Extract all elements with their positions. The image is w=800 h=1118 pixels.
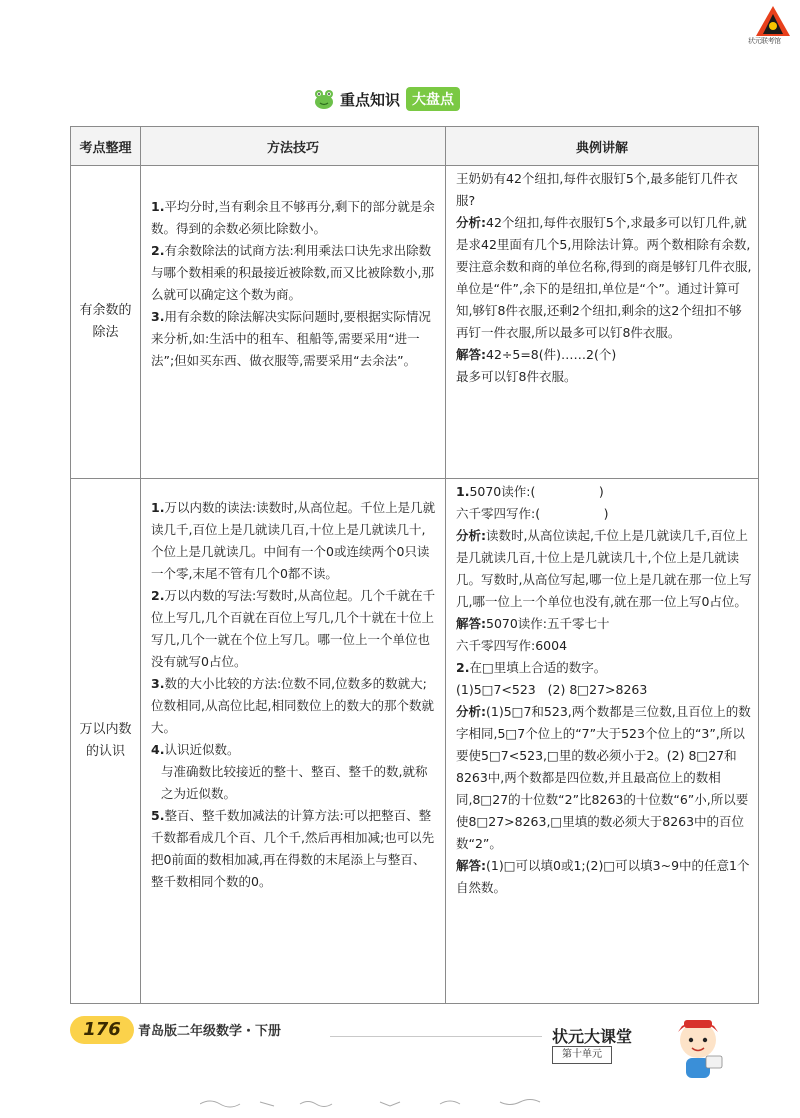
banner-title: 重点知识 (340, 90, 401, 109)
method-item: 3.用有余数的除法解决实际问题时,要根据实际情况来分析,如:生活中的租车、租船等,需要采用“进一法”;但如买东西、做衣服等,需要采用“去余法”。 (151, 309, 431, 368)
method-item: 2.万以内数的写法:写数时,从高位起。几个千就在千位上写几,几个百就在百位上写几,几个十就在十位上写几,几个一就在个位上写几。哪一位上一个单位也没有就写0占位。 (151, 588, 436, 669)
method-item: 1.万以内数的读法:读数时,从高位起。千位上是几就读几千,百位上是几就读几百,十位上是几就读几十,个位上是几就读几。中间有一个0或连续两个0只读一个零,末尾不管有几个0都不读。 (151, 500, 436, 581)
example-cell (446, 166, 759, 479)
example-line: 王奶奶有42个纽扣,每件衣服钉5个,最多能钉几件衣服? (456, 171, 738, 208)
unit-label: 第十单元 (552, 1046, 612, 1064)
method-item: 2.有余数除法的试商方法:利用乘法口诀先求出除数与哪个数相乘的积最接近被除数,而又比被除数小,那么就可以确定这个数为商。 (151, 243, 434, 302)
example-line: (1)5□7<523 (2) 8□27>8263 (456, 682, 648, 697)
header-method: 方法技巧 (141, 127, 446, 166)
table-row (71, 166, 759, 479)
method-item: 3.数的大小比较的方法:位数不同,位数多的数就大;位数相同,从高位比起,相同数位上的数大的那个数就大。 (151, 676, 434, 735)
header-example: 典例讲解 (446, 127, 759, 166)
table-header-row (71, 127, 759, 166)
example-line: 六千零四写作:6004 (456, 638, 568, 653)
method-item: 5.整百、整千数加减法的计算方法:可以把整百、整千数都看成几个百、几个千,然后再相加减;也可以先把0前面的数相加减,再在得数的末尾添上与整百、整千数相同个数的0。 (151, 808, 435, 889)
footer-divider (330, 1036, 542, 1037)
topic-cell: 有余数的除法 (71, 166, 141, 479)
section-banner (312, 86, 460, 112)
method-item: 与准确数比较接近的整十、整百、整千的数,就称之为近似数。 (161, 764, 428, 801)
example-line: 六千零四写作:( ) (456, 506, 609, 521)
logo-text: 状元联考馆 (748, 37, 781, 45)
example-line: 解答:42÷5=8(件)……2(个) (456, 347, 617, 362)
frog-icon (312, 87, 336, 111)
brand-name: 状元大课堂 (552, 1027, 633, 1046)
knowledge-table (70, 126, 759, 1004)
book-title: 青岛版二年级数学・下册 (138, 1024, 282, 1039)
example-line: 1.5070读作:( ) (456, 484, 604, 499)
topic-cell: 万以内数的认识 (71, 479, 141, 1004)
method-item: 4.认识近似数。 (151, 742, 240, 757)
method-cell (141, 166, 446, 479)
page-number: 176 (70, 1016, 134, 1044)
example-line: 分析:读数时,从高位读起,千位上是几就读几千,百位上是几就读几百,十位上是几就读几十,个位上是几就读几。写数时,从高位写起,哪一位上是几就在那一位上写几,哪一位上一个单位也没有,就在那一位上写0占位。 (456, 528, 752, 609)
handwriting-scribble (200, 1096, 560, 1110)
method-item: 1.平均分时,当有剩余且不够再分,剩下的部分就是余数。得到的余数必须比除数小。 (151, 199, 435, 236)
example-line: 2.在□里填上合适的数字。 (456, 660, 607, 675)
method-cell (141, 479, 446, 1004)
table-row (71, 479, 759, 1004)
mascot-icon (662, 1010, 734, 1084)
header-topic: 考点整理 (71, 127, 141, 166)
example-cell (446, 479, 759, 1004)
banner-tag: 大盘点 (406, 87, 460, 111)
example-line: 解答:(1)□可以填0或1;(2)□可以填3~9中的任意1个自然数。 (456, 858, 750, 895)
example-line: 解答:5070读作:五千零七十 (456, 616, 610, 631)
example-line: 分析:42个纽扣,每件衣服钉5个,求最多可以钉几件,就是求42里面有几个5,用除法计算。两个数相除有余数,要注意余数和商的单位名称,得到的商是够钉几件衣服,单位是“件”,余下的是纽扣,单位是“个”。通过计算可知,够钉8件衣服,还剩2个纽扣,剩余的这2个纽扣不够再钉一件衣服,所以最多可以钉8件衣服。 (456, 215, 752, 340)
example-line: 分析:(1)5□7和523,两个数都是三位数,且百位上的数字相同,5□7个位上的“7”大于523个位上的“3”,所以要使5□7<523,□里的数必须小于2。(2) 8□27和8263中,两个数都是四位数,并且最高位上的数相同,8□27的十位数“2”比8263的十位数“6”小,所以要使8□27>8263,□里填的数必须大于8263中的百位数“2”。 (456, 704, 751, 851)
example-line: 最多可以钉8件衣服。 (456, 369, 577, 384)
